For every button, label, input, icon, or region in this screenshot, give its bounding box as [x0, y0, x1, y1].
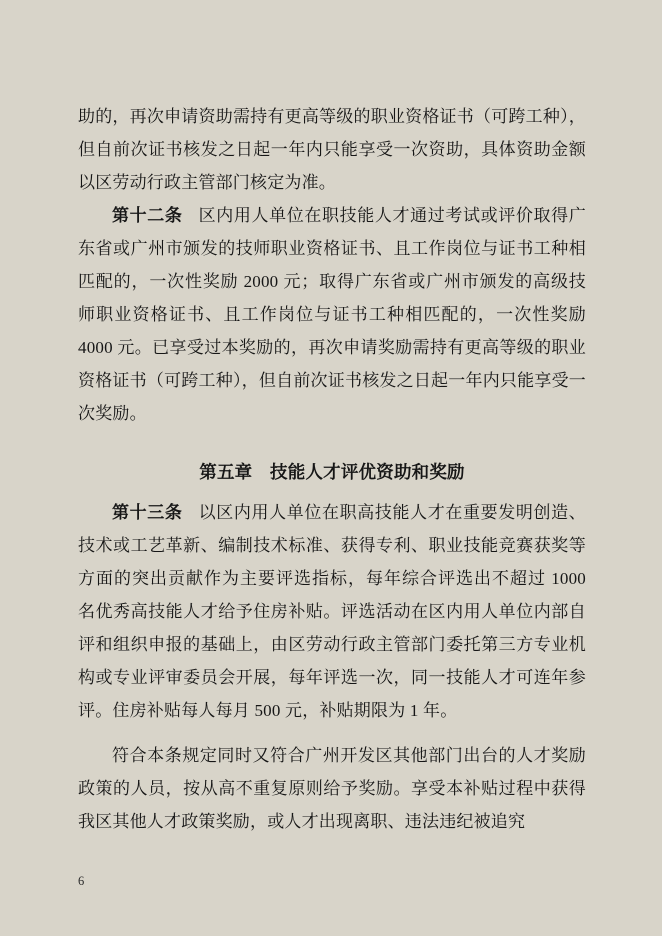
article-12-text: 区内用人单位在职技能人才通过考试或评价取得广东省或广州市颁发的技师职业资格证书、且工作岗位与证书工种相匹配的，一次性奖励 2000 元；取得广东省或广州市颁发的高级技师职业资格证书、且工作岗位与证书工种相匹配的，一次性奖励 4000 元。已享受过本奖励的，再次申请奖励需持有更高等级的职业资格证书（可跨工种），但自前次证书核发之日起一年内只能享受一次奖励。 [78, 206, 586, 423]
article-13-paragraph [78, 496, 586, 727]
closing-paragraph: 符合本条规定同时又符合广州开发区其他部门出台的人才奖励政策的人员，按从高不重复原则给予奖励。享受本补贴过程中获得我区其他人才政策奖励，或人才出现离职、违法违纪被追究 [78, 746, 586, 831]
chapter-5-heading: 第五章 技能人才评优资助和奖励 [199, 462, 465, 482]
document-text-block [78, 100, 586, 838]
article-12-paragraph [78, 199, 586, 430]
continuation-paragraph: 助的，再次申请资助需持有更高等级的职业资格证书（可跨工种），但自前次证书核发之日起一年内只能享受一次资助，具体资助金额以区劳动行政主管部门核定为准。 [78, 107, 586, 192]
article-12-label: 第十二条 [112, 206, 183, 225]
page-number: 6 [78, 874, 85, 888]
article-13-label: 第十三条 [112, 503, 183, 522]
article-13-text: 以区内用人单位在职高技能人才在重要发明创造、技术或工艺革新、编制技术标准、获得专利、职业技能竞赛获奖等方面的突出贡献作为主要评选指标，每年综合评选出不超过 1000 名优秀高技能人才给予住房补贴。评选活动在区内用人单位内部自评和组织申报的基础上，由区劳动行政主管部门委托第三方专业机构或专业评审委员会开展，每年评选一次，同一技能人才可连年参评。住房补贴每人每月 500 元，补贴期限为 1 年。 [78, 503, 586, 720]
